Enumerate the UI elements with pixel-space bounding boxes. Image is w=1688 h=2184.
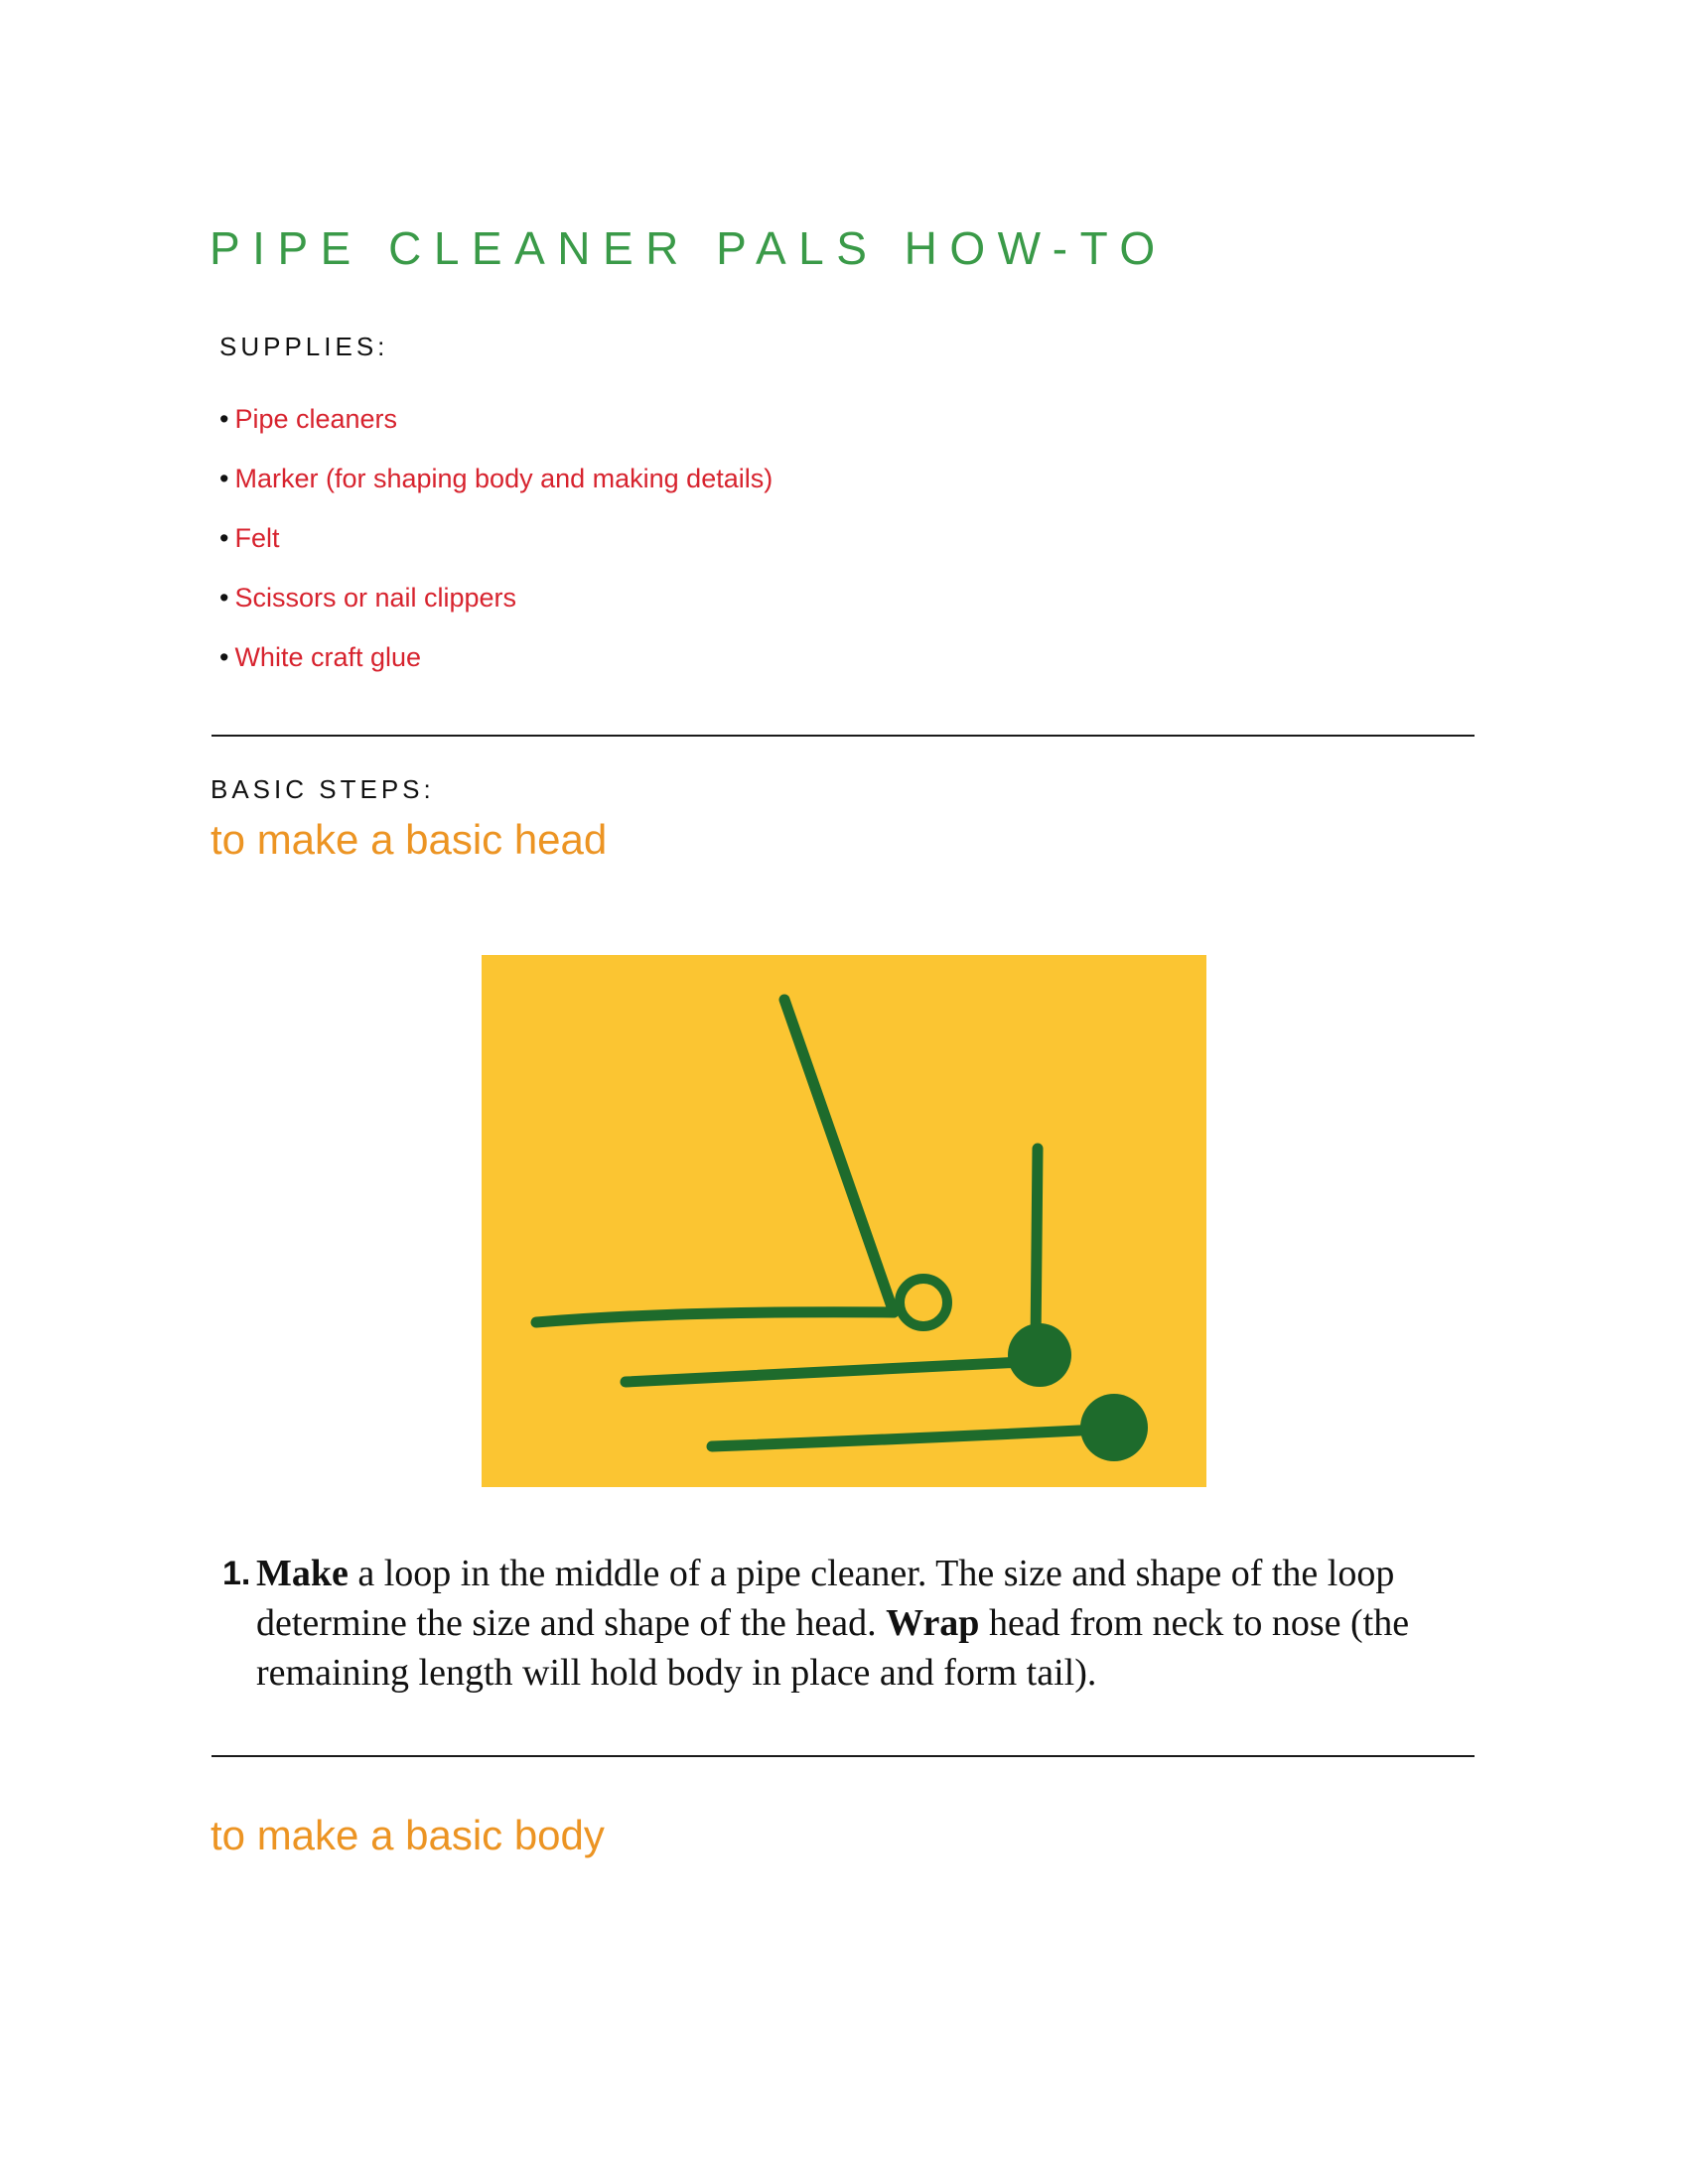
supply-item-label: White craft glue	[234, 642, 422, 672]
supply-item-label: Pipe cleaners	[234, 404, 398, 434]
step-text-part-1: a loop in the middle of a pipe cleaner. The size and shape of the loop determine the size and shape of the head.	[256, 1553, 1395, 1644]
subhead-basic-head: to make a basic head	[211, 816, 608, 863]
pipe-cleaner-wrapping-arm	[1036, 1149, 1038, 1344]
subhead-basic-body: to make a basic body	[211, 1812, 605, 1858]
supplies-label: SUPPLIES:	[219, 332, 389, 361]
bullet: •	[219, 464, 229, 493]
supply-item-label: Marker (for shaping body and making details)	[234, 464, 774, 493]
page-title: PIPE CLEANER PALS HOW-TO	[210, 222, 1168, 274]
step-number: 1.	[222, 1555, 251, 1592]
bullet: •	[219, 642, 229, 672]
finished-head	[1080, 1394, 1148, 1461]
supply-item-label: Felt	[234, 523, 280, 553]
list-item	[219, 576, 773, 635]
list-item	[219, 457, 773, 516]
list-item	[219, 516, 773, 576]
step-text	[256, 1549, 1493, 1698]
bullet: •	[219, 583, 229, 613]
supply-item-label: Scissors or nail clippers	[234, 583, 517, 613]
basic-steps-label: BASIC STEPS:	[211, 774, 435, 804]
step-text-part-2: head from neck to nose (the remaining length will hold body in place and form tail).	[256, 1602, 1410, 1694]
section-divider	[211, 1755, 1475, 1757]
list-item	[219, 635, 773, 695]
step-verb-make: Make	[256, 1553, 349, 1594]
pipe-cleaner-head-photo	[482, 955, 1206, 1487]
section-divider	[211, 735, 1475, 737]
step-1	[222, 1549, 1493, 1698]
partially-wrapped-head	[1008, 1323, 1071, 1387]
supplies-list	[219, 397, 773, 695]
step-verb-wrap: Wrap	[886, 1602, 980, 1644]
list-item	[219, 397, 773, 457]
bullet: •	[219, 523, 229, 553]
pipe-cleaner-illustration	[482, 955, 1206, 1487]
bullet: •	[219, 404, 229, 434]
